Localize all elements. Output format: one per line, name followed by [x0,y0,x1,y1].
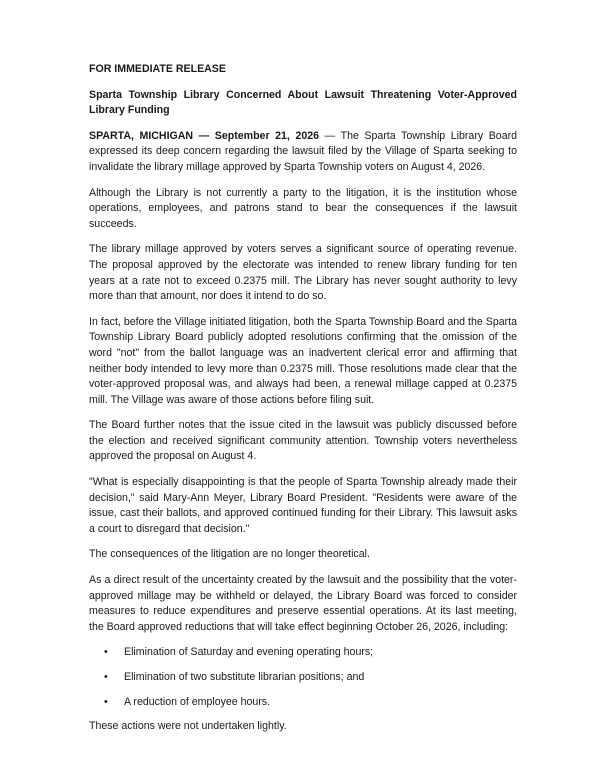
paragraph-3: The library millage approved by voters serves a significant source of operating revenue. The proposal approved by the electorate was intended to renew library funding for ten years at a rate not to exceed 0.2375 mill. The Library has never sought authority to levy more than that amount, nor does it intend to do so. [89,243,517,303]
paragraph-5: The Board further notes that the issue cited in the lawsuit was publicly discussed before the election and received significant community attention. Township voters nevertheless approved the proposal on August 4. [89,419,517,463]
list-item-text: A reduction of employee hours. [124,695,271,708]
release-label: FOR IMMEDIATE RELEASE [89,63,226,75]
paragraph-2: Although the Library is not currently a party to the litigation, it is the institution whose operations, employees, and patrons stand to bear the consequences if the lawsuit succeeds. [89,186,517,230]
list-item [104,670,517,686]
bullet-icon: • [104,671,108,683]
bullet-icon: • [104,695,108,708]
reductions-list [89,645,517,710]
paragraph-8: As a direct result of the uncertainty created by the lawsuit and the possibility that the voter-approved millage may be withheld or delayed, the Library Board was forced to consider measures to reduce expenditures and preserve essential operations. At its last meeting, the Board approved reductions that will take effect beginning October 26, 2026, including: [89,574,517,633]
paragraph-4: In fact, before the Village initiated litigation, both the Sparta Township Board and the Sparta Township Library Board publicly adopted resolutions confirming that the omission of the word "not" from the ballot language was an inadvertent clerical error and affirming that neither body intended to levy more than 0.2375 mill. Those resolutions made clear that the voter-approved proposal was, and always had been, a renewal millage capped at 0.2375 mill. The Village was aware of those actions before filing suit. [89,315,517,406]
headline: Sparta Township Library Concerned About Lawsuit Threatening Voter-Approved Library Funding [89,88,517,117]
paragraph-1-text: — The Sparta Township Library Board expressed its deep concern regarding the lawsuit filed by the Village of Sparta seeking to invalidate the library millage approved by Sparta Township voters on August 4, 2026. [89,129,518,173]
press-release [89,62,517,745]
dateline: SPARTA, MICHIGAN — September 21, 2026 [89,129,320,142]
list-item [104,645,517,661]
paragraph-6: "What is especially disappointing is that the people of Sparta Township already made their decision," said Mary-Ann Meyer, Library Board President. "Residents were aware of the issue, cast their ballots, and approved continued funding for their Library. This lawsuit asks a court to disregard that decision." [89,476,517,535]
list-item-text: Elimination of two substitute librarian positions; and [124,671,365,683]
list-item [104,695,517,711]
closing-paragraph: These actions were not undertaken lightly. [89,720,287,733]
bullet-icon: • [104,646,108,659]
list-item-text: Elimination of Saturday and evening operating hours; [124,646,374,659]
paragraph-7: The consequences of the litigation are no longer theoretical. [89,548,370,561]
paragraph-1 [89,129,517,176]
